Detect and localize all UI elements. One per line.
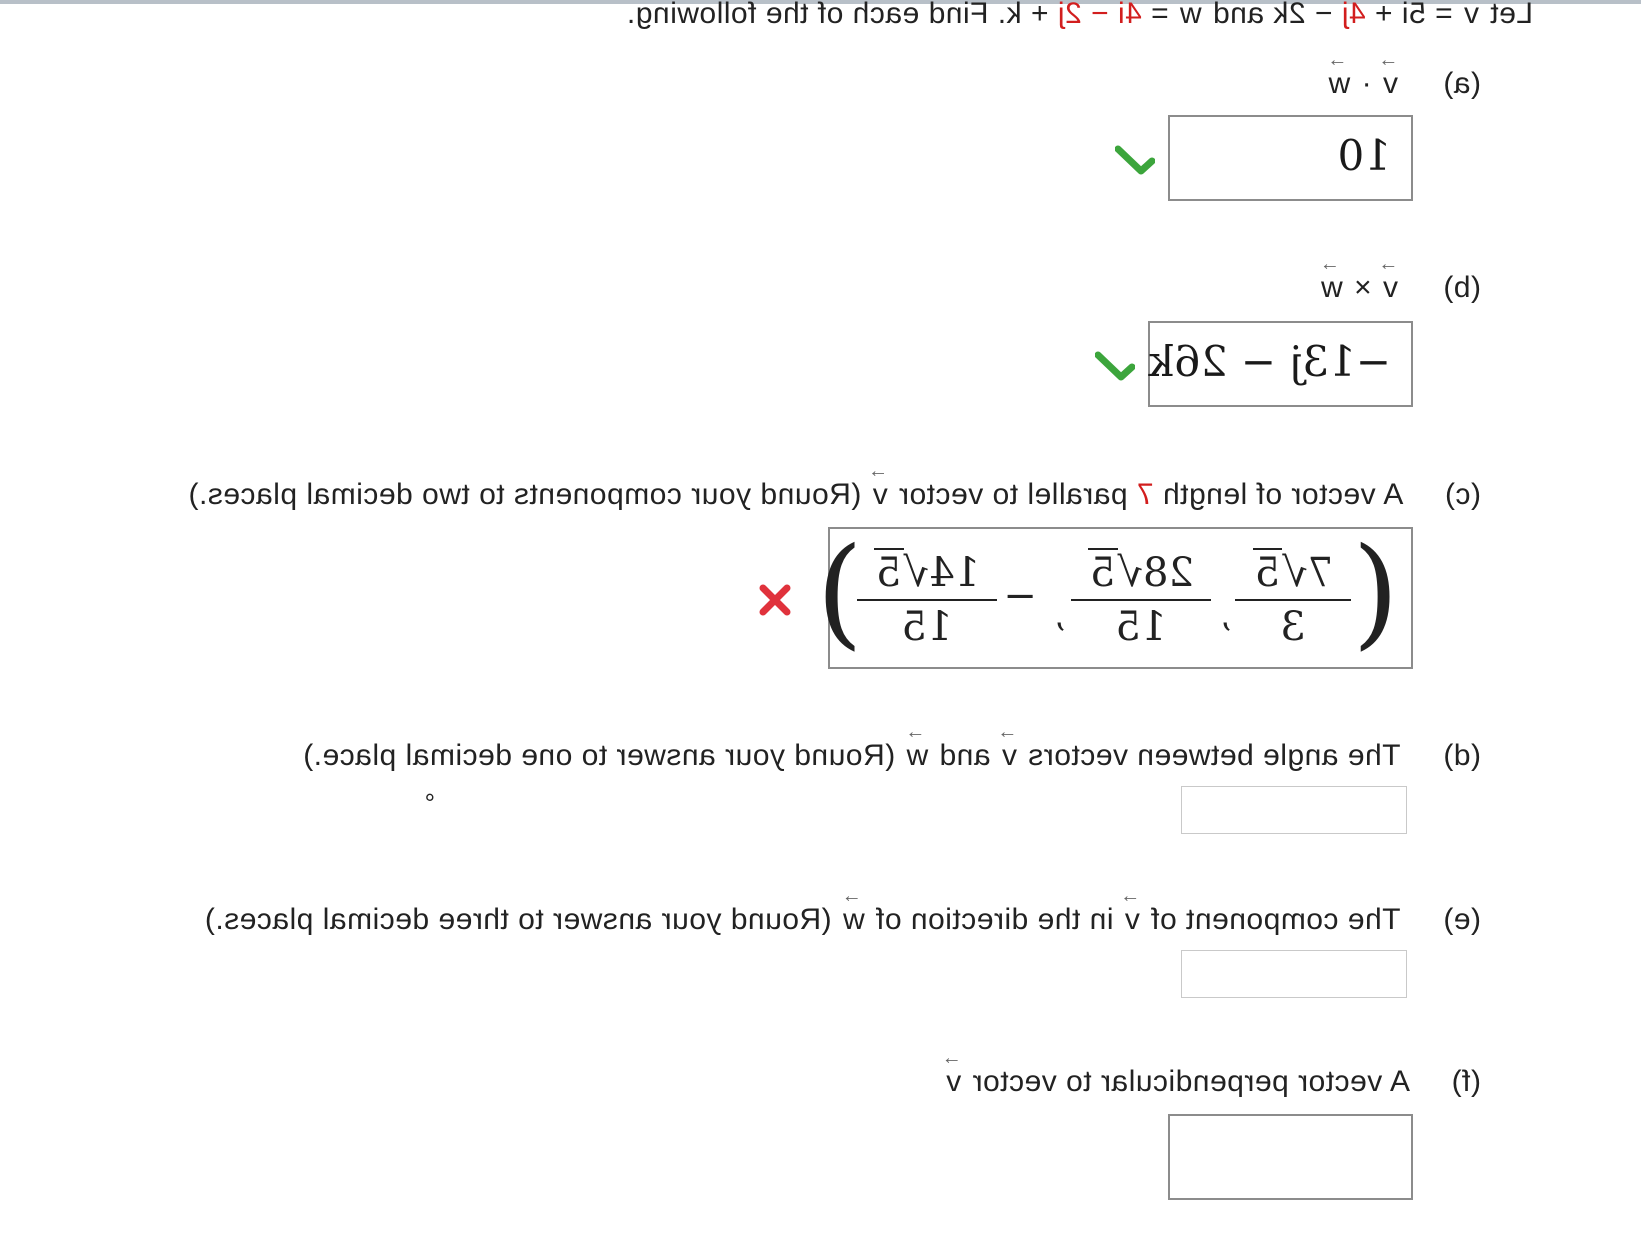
vector-w-label: → w	[1319, 270, 1345, 306]
part-d-instruction: (Round your answer to one decimal place.)	[302, 739, 896, 772]
vector-w-label: → w	[1178, 0, 1204, 32]
v-expression-highlight: 4j	[1341, 0, 1366, 30]
cross-operator: ×	[1353, 271, 1372, 304]
part-c-instruction: (Round your components to two decimal places.)	[188, 478, 862, 511]
part-d-prompt	[303, 738, 1481, 774]
part-e-label: (e)	[1442, 903, 1481, 936]
vector-v-label: → v	[944, 1064, 964, 1100]
component-2-coefficient: 28	[1143, 550, 1194, 596]
part-f-text: A vector perpendicular to vector	[972, 1065, 1410, 1098]
x-icon	[757, 582, 793, 618]
vector-v-label: → v	[1380, 270, 1400, 306]
component-3-sign: −	[1003, 573, 1037, 619]
part-b-label: (b)	[1442, 271, 1481, 304]
component-1-radicand: 5	[1254, 550, 1281, 596]
part-b-answer-box[interactable]	[1148, 321, 1413, 407]
problem-statement	[626, 0, 1533, 32]
part-a-answer: 10	[1337, 131, 1391, 180]
component-2-radicand: 5	[1090, 550, 1116, 596]
part-d-answer-input[interactable]	[1181, 786, 1407, 834]
part-c-prompt	[188, 477, 1481, 513]
v-expression-part: 5i +	[1374, 0, 1426, 30]
part-b-prompt	[1319, 270, 1481, 306]
part-a-prompt	[1326, 66, 1481, 102]
vector-w-label: → w	[1326, 66, 1352, 102]
degree-unit: °	[424, 788, 435, 818]
part-c-length-value: 7	[1136, 478, 1154, 511]
part-e-answer-input[interactable]	[1181, 950, 1407, 998]
w-expression-highlight: 4i −	[1090, 0, 1142, 30]
w-expression-highlight: 2j	[1057, 0, 1082, 30]
check-icon	[1095, 351, 1135, 381]
part-d-text: The angle between vectors	[1027, 739, 1401, 772]
part-d-text: and	[939, 739, 991, 772]
vector-w-label: → w	[841, 902, 867, 938]
comma: ,	[1220, 595, 1231, 635]
open-paren: (	[1352, 523, 1399, 662]
v-expression-part: − 2k and	[1212, 0, 1333, 30]
component-3-denominator: 15	[901, 604, 953, 650]
component-1-fraction: 7√5 3	[1235, 549, 1351, 651]
part-b-answer: −13j − 26k	[1148, 337, 1391, 386]
component-3-radicand: 5	[876, 550, 902, 596]
check-icon	[1115, 145, 1155, 175]
part-c-text: A vector of length	[1162, 478, 1404, 511]
w-expression-part: + k. Find each of the following.	[626, 0, 1049, 30]
part-e-text: The component of	[1150, 903, 1401, 936]
component-3-fraction: 14√5 15	[857, 549, 997, 651]
part-a-answer-box[interactable]	[1168, 115, 1413, 201]
comma: ,	[1054, 595, 1065, 635]
vector-w-label: → w	[904, 738, 930, 774]
part-f-prompt	[944, 1064, 1481, 1100]
part-e-prompt	[204, 902, 1481, 938]
equals-sign: =	[1150, 0, 1169, 30]
component-1-coefficient: 7	[1307, 550, 1334, 596]
component-3-coefficient: 14	[929, 550, 980, 596]
part-e-text: in the direction of	[875, 903, 1114, 936]
part-e-instruction: (Round your answer to three decimal places.)	[204, 903, 832, 936]
part-f-answer-box[interactable]	[1168, 1114, 1413, 1200]
vector-v-label: → v	[1122, 902, 1142, 938]
part-c-label: (c)	[1444, 478, 1481, 511]
component-1-denominator: 3	[1280, 604, 1306, 650]
statement-text: Let	[1489, 0, 1533, 30]
close-paren: )	[816, 523, 863, 662]
part-a-label: (a)	[1442, 67, 1481, 100]
vector-v-label: → v	[999, 738, 1019, 774]
equals-sign: =	[1434, 0, 1453, 30]
vector-v-label: → v	[1461, 0, 1481, 32]
part-c-text: parallel to vector	[898, 478, 1128, 511]
vector-v-label: → v	[1380, 66, 1400, 102]
dot-operator: ·	[1361, 67, 1372, 100]
component-2-fraction: 28√5 15	[1071, 549, 1211, 651]
part-f-label: (f)	[1451, 1065, 1481, 1098]
part-c-answer-box[interactable]	[816, 523, 1413, 669]
component-2-denominator: 15	[1115, 604, 1167, 650]
vector-v-label: → v	[870, 477, 890, 513]
part-d-label: (d)	[1442, 739, 1481, 772]
